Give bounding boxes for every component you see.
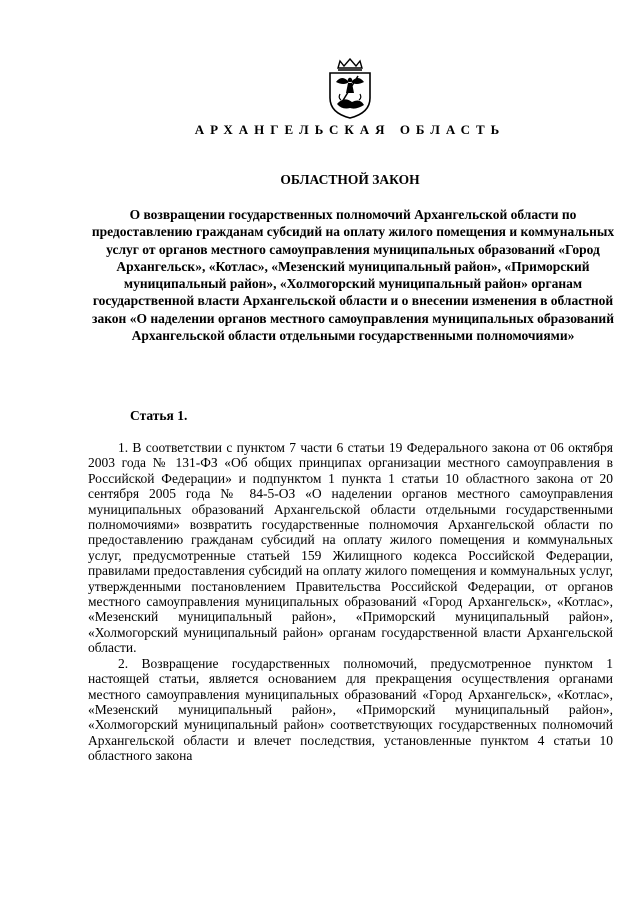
article-paragraph: 2. Возвращение государственных полномочий, предусмотренное пунктом 1 настоящей статьи, является основанием для прекращения осуществления органами местного самоуправления муниципальных образований «Город Архангельск», «Котлас», «Мезенский муниципальный район», «Приморский муниципальный район», «Холмогорский муниципальный район» соответствующих государственных полномочий Архангельской области и влечет последствия, установленные пунктом 4 статьи 10 областного закона bbox=[88, 655, 613, 764]
article-paragraph: 1. В соответствии с пунктом 7 части 6 статьи 19 Федерального закона от 06 октября 2003 года № 131-ФЗ «Об общих принципах организации местного самоуправления в Российской Федерации» и подпунктом 1 пункта 1 статьи 10 областного закона от 20 сентября 2005 года № 84-5-ОЗ «О наделении органов местного самоуправления муниципальных образований Архангельской области отдельными государственными полномочиями» возвратить государственные полномочия Архангельской области по предоставлению гражданам субсидий на оплату жилого помещения и коммунальных услуг, предусмотренные статьей 159 Жилищного кодекса Российской Федерации, правилами предоставления субсидий на оплату жилого помещения и коммунальных услуг, утвержденными постановлением Правительства Российской Федерации, от органов местного самоуправления муниципальных образований «Город Архангельск», «Котлас», «Мезенский муниципальный район», «Приморский муниципальный район», «Холмогорский муниципальный район» органам государственной власти Архангельской области. bbox=[88, 440, 613, 656]
article-body bbox=[88, 440, 613, 764]
article-heading: Статья 1. bbox=[130, 408, 188, 423]
arkhangelsk-coat-of-arms-icon bbox=[322, 58, 378, 120]
law-title: О возвращении государственных полномочий Архангельской области по предоставлению гражданам субсидий на оплату жилого помещения и коммунальных услуг от органов местного самоуправления муниципальных образований «Город Архангельск», «Котлас», «Мезенский муниципальный район», «Приморский муниципальный район», «Холмогорский муниципальный район» органам государственной власти Архангельской области и о внесении изменения в областной закон «О наделении органов местного самоуправления муниципальных образований Архангельской области отдельными государственными полномочиями» bbox=[91, 207, 615, 344]
document-type: ОБЛАСТНОЙ ЗАКОН bbox=[280, 172, 420, 187]
region-name: АРХАНГЕЛЬСКАЯ ОБЛАСТЬ bbox=[194, 122, 506, 137]
